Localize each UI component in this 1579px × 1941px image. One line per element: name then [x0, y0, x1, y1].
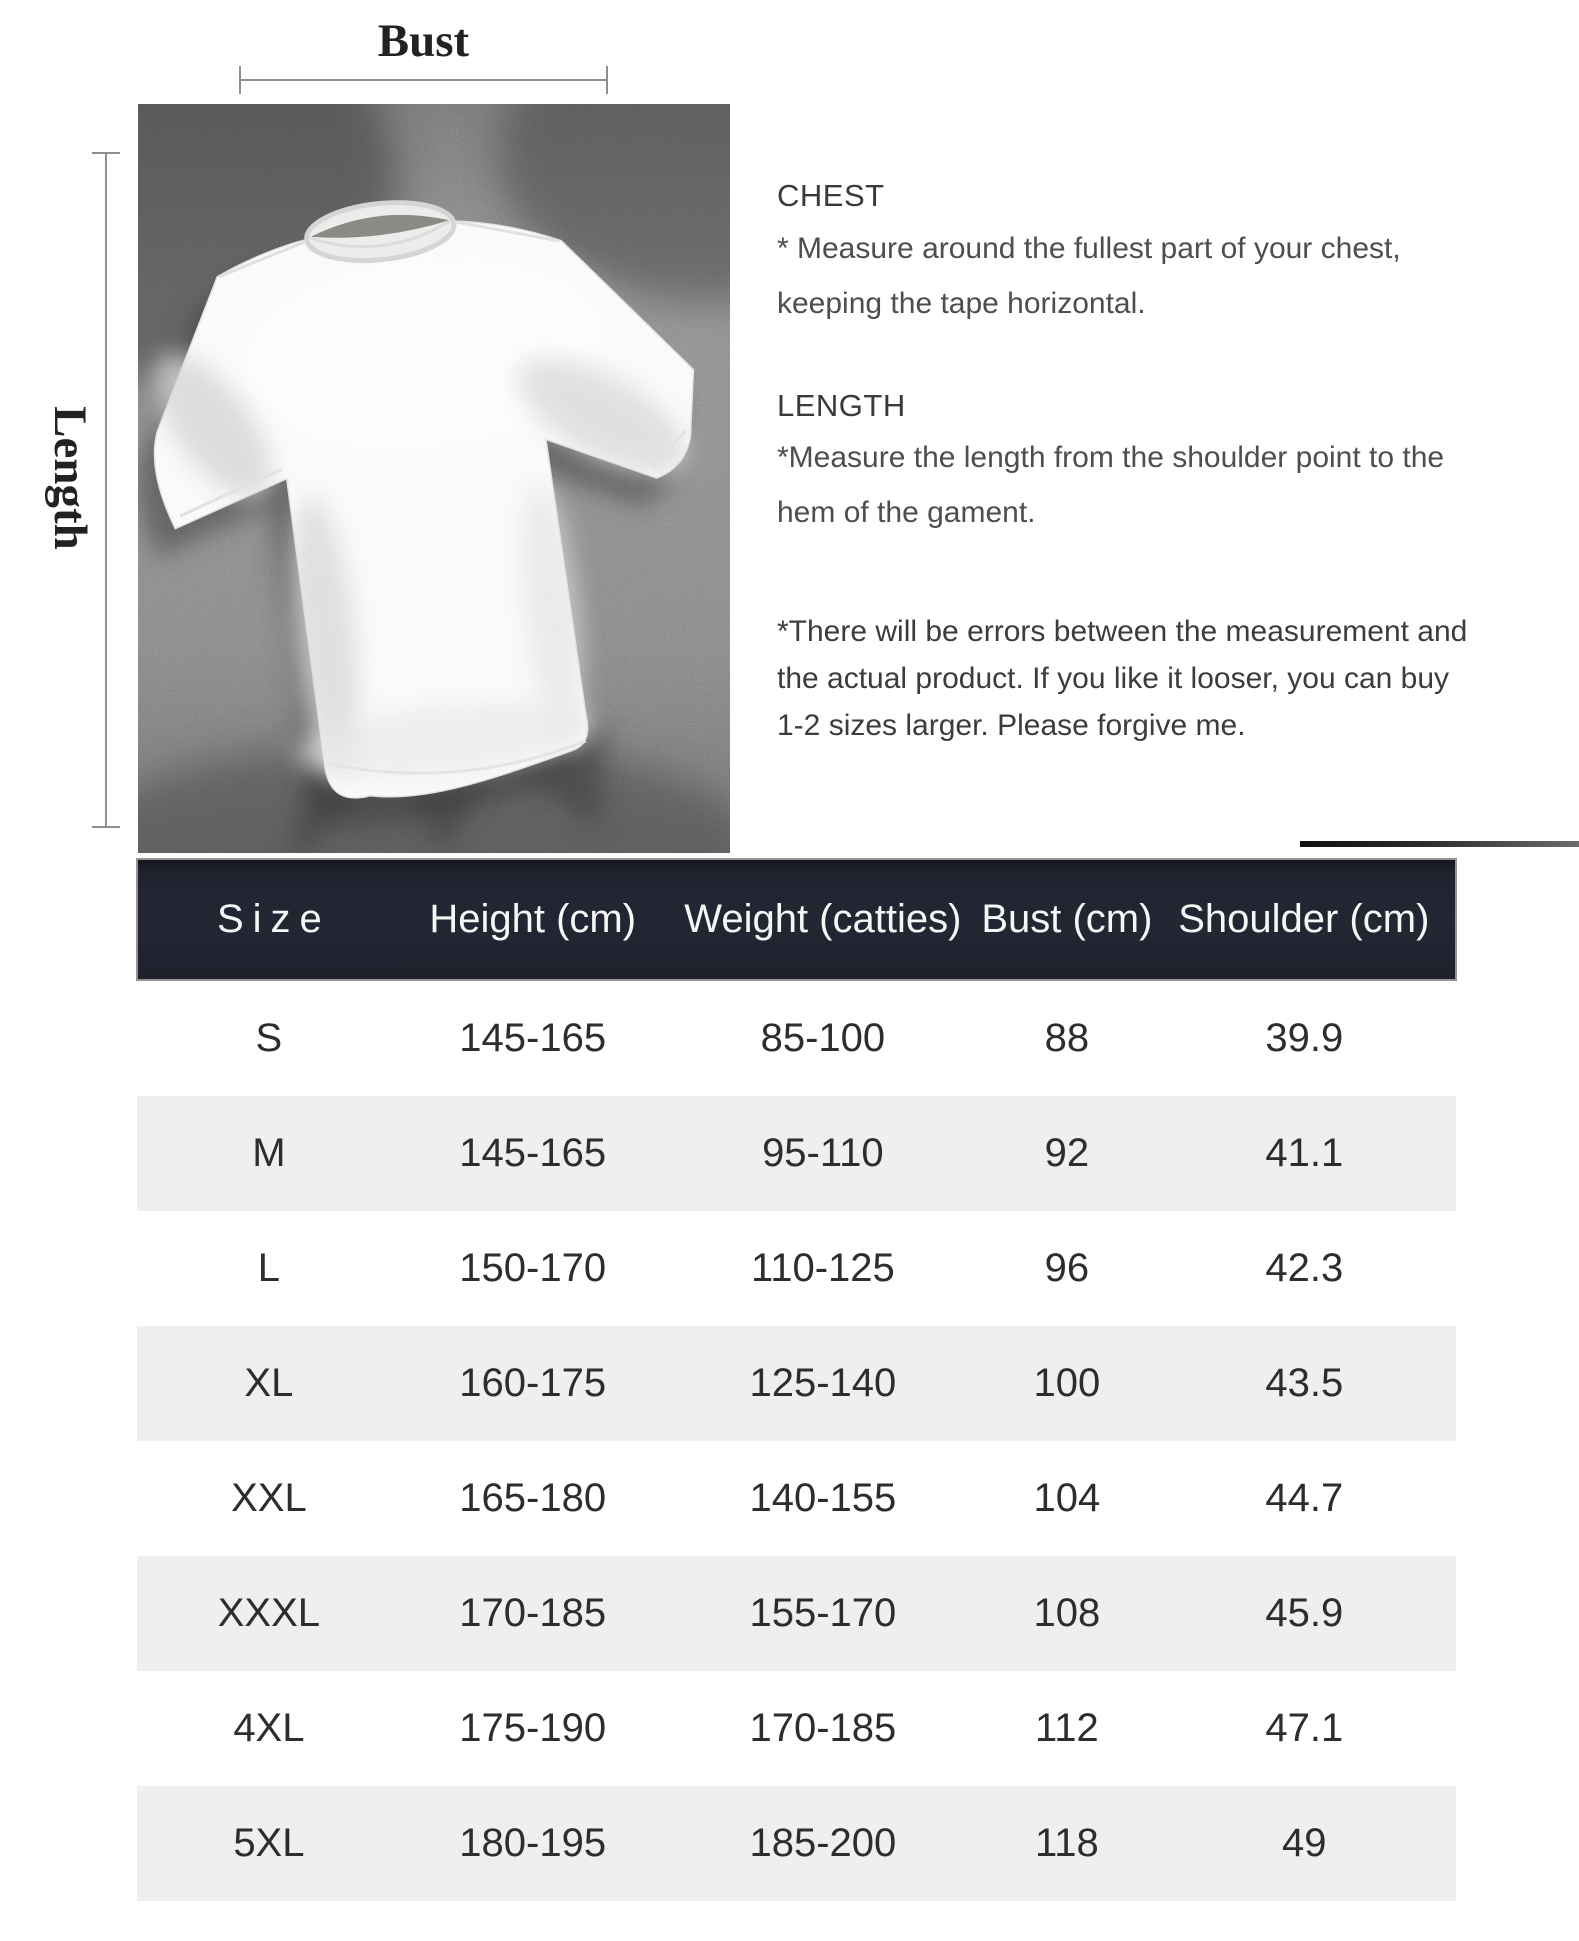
header-top-artifact-line: [1300, 841, 1579, 847]
chest-section-title: CHEST: [777, 178, 885, 213]
cell-height: 165-180: [401, 1441, 665, 1556]
cell-bust: 104: [981, 1441, 1152, 1556]
bust-dimension-label: Bust: [377, 15, 470, 67]
cell-weight: 95-110: [665, 1096, 982, 1211]
cell-height: 160-175: [401, 1326, 665, 1441]
size-table-header-row: [137, 859, 1456, 980]
cell-shoulder: 49: [1153, 1786, 1456, 1901]
table-row: [137, 1441, 1456, 1556]
cell-shoulder: 43.5: [1153, 1326, 1456, 1441]
length-instructions-line2: hem of the gament.: [777, 496, 1036, 529]
length-section-title: LENGTH: [777, 388, 906, 423]
table-row: [137, 980, 1456, 1096]
cell-shoulder: 44.7: [1153, 1441, 1456, 1556]
col-header-size: Size: [137, 859, 401, 980]
bust-line-right-tick: [606, 66, 608, 94]
bust-line-left-tick: [239, 66, 241, 94]
cell-size: L: [137, 1211, 401, 1326]
cell-weight: 155-170: [665, 1556, 982, 1671]
table-row: [137, 1671, 1456, 1786]
cell-size: XL: [137, 1326, 401, 1441]
product-photo: [138, 104, 730, 853]
cell-bust: 88: [981, 980, 1152, 1096]
cell-height: 150-170: [401, 1211, 665, 1326]
cell-size: XXXL: [137, 1556, 401, 1671]
cell-weight: 85-100: [665, 980, 982, 1096]
cell-size: S: [137, 980, 401, 1096]
cell-bust: 118: [981, 1786, 1152, 1901]
cell-weight: 185-200: [665, 1786, 982, 1901]
length-instructions-line1: *Measure the length from the shoulder point to the: [777, 441, 1445, 474]
disclaimer-line2: the actual product. If you like it looser, you can buy: [777, 662, 1450, 695]
cell-bust: 108: [981, 1556, 1152, 1671]
cell-weight: 170-185: [665, 1671, 982, 1786]
col-header-weight: Weight (catties): [665, 859, 982, 980]
chest-instructions: [777, 221, 1401, 331]
length-line-bottom-tick: [92, 826, 120, 828]
disclaimer-line3: 1-2 sizes larger. Please forgive me.: [777, 709, 1246, 742]
table-row: [137, 1786, 1456, 1901]
cell-weight: 110-125: [665, 1211, 982, 1326]
cell-weight: 125-140: [665, 1326, 982, 1441]
cell-bust: 100: [981, 1326, 1152, 1441]
chest-instructions-line2: keeping the tape horizontal.: [777, 287, 1146, 320]
cell-height: 145-165: [401, 1096, 665, 1211]
cell-size: XXL: [137, 1441, 401, 1556]
cell-size: 4XL: [137, 1671, 401, 1786]
cell-shoulder: 41.1: [1153, 1096, 1456, 1211]
cell-height: 170-185: [401, 1556, 665, 1671]
cell-bust: 112: [981, 1671, 1152, 1786]
cell-size: M: [137, 1096, 401, 1211]
cell-bust: 92: [981, 1096, 1152, 1211]
col-header-height: Height (cm): [401, 859, 665, 980]
size-table: [136, 858, 1457, 1901]
bust-measure-line: [239, 79, 608, 81]
cell-bust: 96: [981, 1211, 1152, 1326]
cell-shoulder: 45.9: [1153, 1556, 1456, 1671]
table-row: [137, 1556, 1456, 1671]
measurement-disclaimer: [777, 608, 1467, 749]
table-row: [137, 1211, 1456, 1326]
col-header-shoulder: Shoulder (cm): [1153, 859, 1456, 980]
cell-shoulder: 42.3: [1153, 1211, 1456, 1326]
disclaimer-line1: *There will be errors between the measurement and: [777, 615, 1468, 648]
table-row: [137, 1326, 1456, 1441]
length-instructions: [777, 430, 1444, 540]
cell-size: 5XL: [137, 1786, 401, 1901]
cell-height: 175-190: [401, 1671, 665, 1786]
table-row: [137, 1096, 1456, 1211]
cell-height: 180-195: [401, 1786, 665, 1901]
length-line-top-tick: [92, 152, 120, 154]
cell-weight: 140-155: [665, 1441, 982, 1556]
length-dimension-label: Length: [44, 406, 96, 550]
cell-shoulder: 47.1: [1153, 1671, 1456, 1786]
tshirt-photo-illustration: [138, 104, 730, 853]
cell-shoulder: 39.9: [1153, 980, 1456, 1096]
chest-instructions-line1: * Measure around the fullest part of your chest,: [777, 232, 1401, 265]
col-header-bust: Bust (cm): [981, 859, 1152, 980]
length-measure-line: [105, 152, 107, 828]
cell-height: 145-165: [401, 980, 665, 1096]
